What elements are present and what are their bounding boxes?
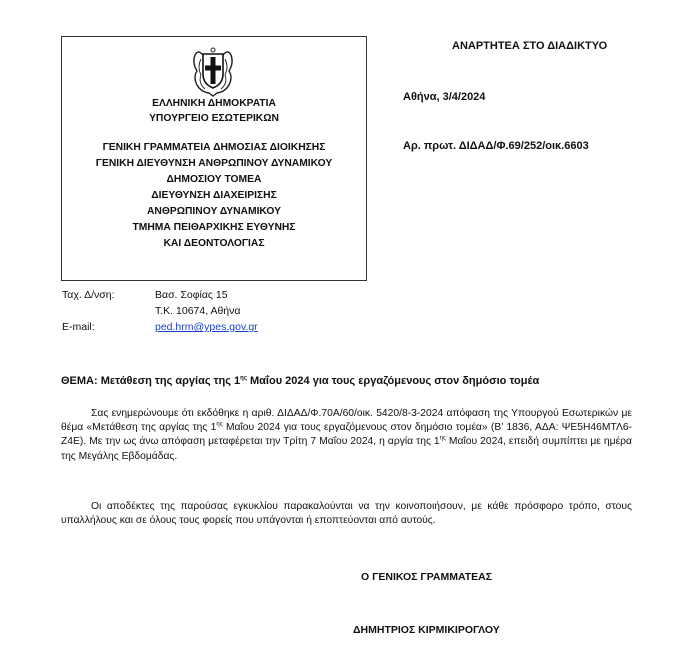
email-link[interactable]: ped.hrm@ypes.gov.gr bbox=[155, 321, 258, 333]
body-p1-ordinal-1: ης bbox=[216, 421, 223, 428]
body-p2: Οι αποδέκτες της παρούσας εγκυκλίου παρακαλούνται να την κοινοποιήσουν, με κάθε πρόσφορο τρόπο, στους υπαλλήλους και σε όλους τους φορείς που υπάγονται ή εποπτεύονται από αυτούς. bbox=[61, 501, 632, 527]
body-p1-ordinal-2: ης bbox=[439, 435, 446, 442]
body-paragraph-2 bbox=[61, 500, 632, 528]
header-line-secretariat: ΓΕΝΙΚΗ ΓΡΑΜΜΑΤΕΙΑ ΔΗΜΟΣΙΑΣ ΔΙΟΙΚΗΣΗΣ bbox=[102, 142, 326, 153]
body-p1-b: Μαΐου 2024 για τους εργαζόμενους στον δημόσιο τομέα» (Β’ 1836, ΑΔΑ: ΨΕ5Η46ΜΤΛ6-Ζ4Ε). Με την ως άνω απόφαση μεταφέρεται την Τρίτη 7 Μαΐου 2024, η αργία της 1 bbox=[61, 422, 633, 448]
greek-coat-of-arms-icon bbox=[189, 45, 237, 97]
signatory-name: ΔΗΜΗΤΡΙΟΣ ΚΙΡΜΙΚΙΡΟΓΛΟΥ bbox=[353, 624, 500, 636]
header-line-ministry: ΥΠΟΥΡΓΕΙΟ ΕΣΩΤΕΡΙΚΩΝ bbox=[149, 113, 279, 124]
header-line-public-sector: ΔΗΜΟΣΙΟΥ ΤΟΜΕΑ bbox=[166, 174, 262, 185]
body-paragraph-1 bbox=[61, 407, 632, 464]
header-line-directorate: ΔΙΕΥΘΥΝΣΗ ΔΙΑΧΕΙΡΙΣΗΣ bbox=[151, 190, 277, 201]
publish-notice: ΑΝΑΡΤΗΤΕΑ ΣΤΟ ΔΙΑΔΙΚΤΥΟ bbox=[452, 40, 608, 52]
document-date: Αθήνα, 3/4/2024 bbox=[403, 91, 486, 103]
postal-address-label: Ταχ. Δ/νση: bbox=[62, 289, 115, 301]
header-line-ethics: ΚΑΙ ΔΕΟΝΤΟΛΟΓΙΑΣ bbox=[163, 238, 265, 249]
body-p1-a: Σας ενημερώνουμε ότι εκδόθηκε η αριθ. ΔΙΔΑΔ/Φ.70Α/60/οικ. 5420/8-3-2024 απόφαση της Υπουργού Εσωτερικών με θέμα «Μετάθεση της αργίας της 1 bbox=[61, 408, 632, 434]
header-line-directorate-general: ΓΕΝΙΚΗ ΔΙΕΥΘΥΝΣΗ ΑΝΘΡΩΠΙΝΟΥ ΔΥΝΑΜΙΚΟΥ bbox=[95, 158, 333, 169]
header-line-human-resources: ΑΝΘΡΩΠΙΝΟΥ ΔΥΝΑΜΙΚΟΥ bbox=[146, 206, 281, 217]
subject-part-2: Μαΐου 2024 για τους εργαζόμενους στον δημόσιο τομέα bbox=[246, 375, 540, 387]
subject-part-1: ΘΕΜΑ: Μετάθεση της αργίας της 1 bbox=[61, 375, 241, 387]
issuer-header-box bbox=[61, 36, 367, 281]
body-p1-c: Μαΐου 2024, επειδή συμπίπτει με ημέρα της Μεγάλης Εβδομάδας. bbox=[61, 436, 632, 462]
subject-ordinal: ης bbox=[240, 375, 247, 382]
header-line-department: ΤΜΗΜΑ ΠΕΙΘΑΡΧΙΚΗΣ ΕΥΘΥΝΗΣ bbox=[132, 222, 296, 233]
email-label: E-mail: bbox=[62, 321, 95, 333]
signatory-title: Ο ΓΕΝΙΚΟΣ ΓΡΑΜΜΑΤΕΑΣ bbox=[361, 571, 493, 583]
postal-city: Τ.Κ. 10674, Αθήνα bbox=[155, 305, 241, 317]
header-line-country: ΕΛΛΗΝΙΚΗ ΔΗΜΟΚΡΑΤΙΑ bbox=[152, 98, 276, 109]
subject-line bbox=[61, 375, 539, 387]
protocol-number: Αρ. πρωτ. ΔΙΔΑΔ/Φ.69/252/οικ.6603 bbox=[403, 140, 589, 152]
postal-street: Βασ. Σοφίας 15 bbox=[155, 289, 228, 301]
